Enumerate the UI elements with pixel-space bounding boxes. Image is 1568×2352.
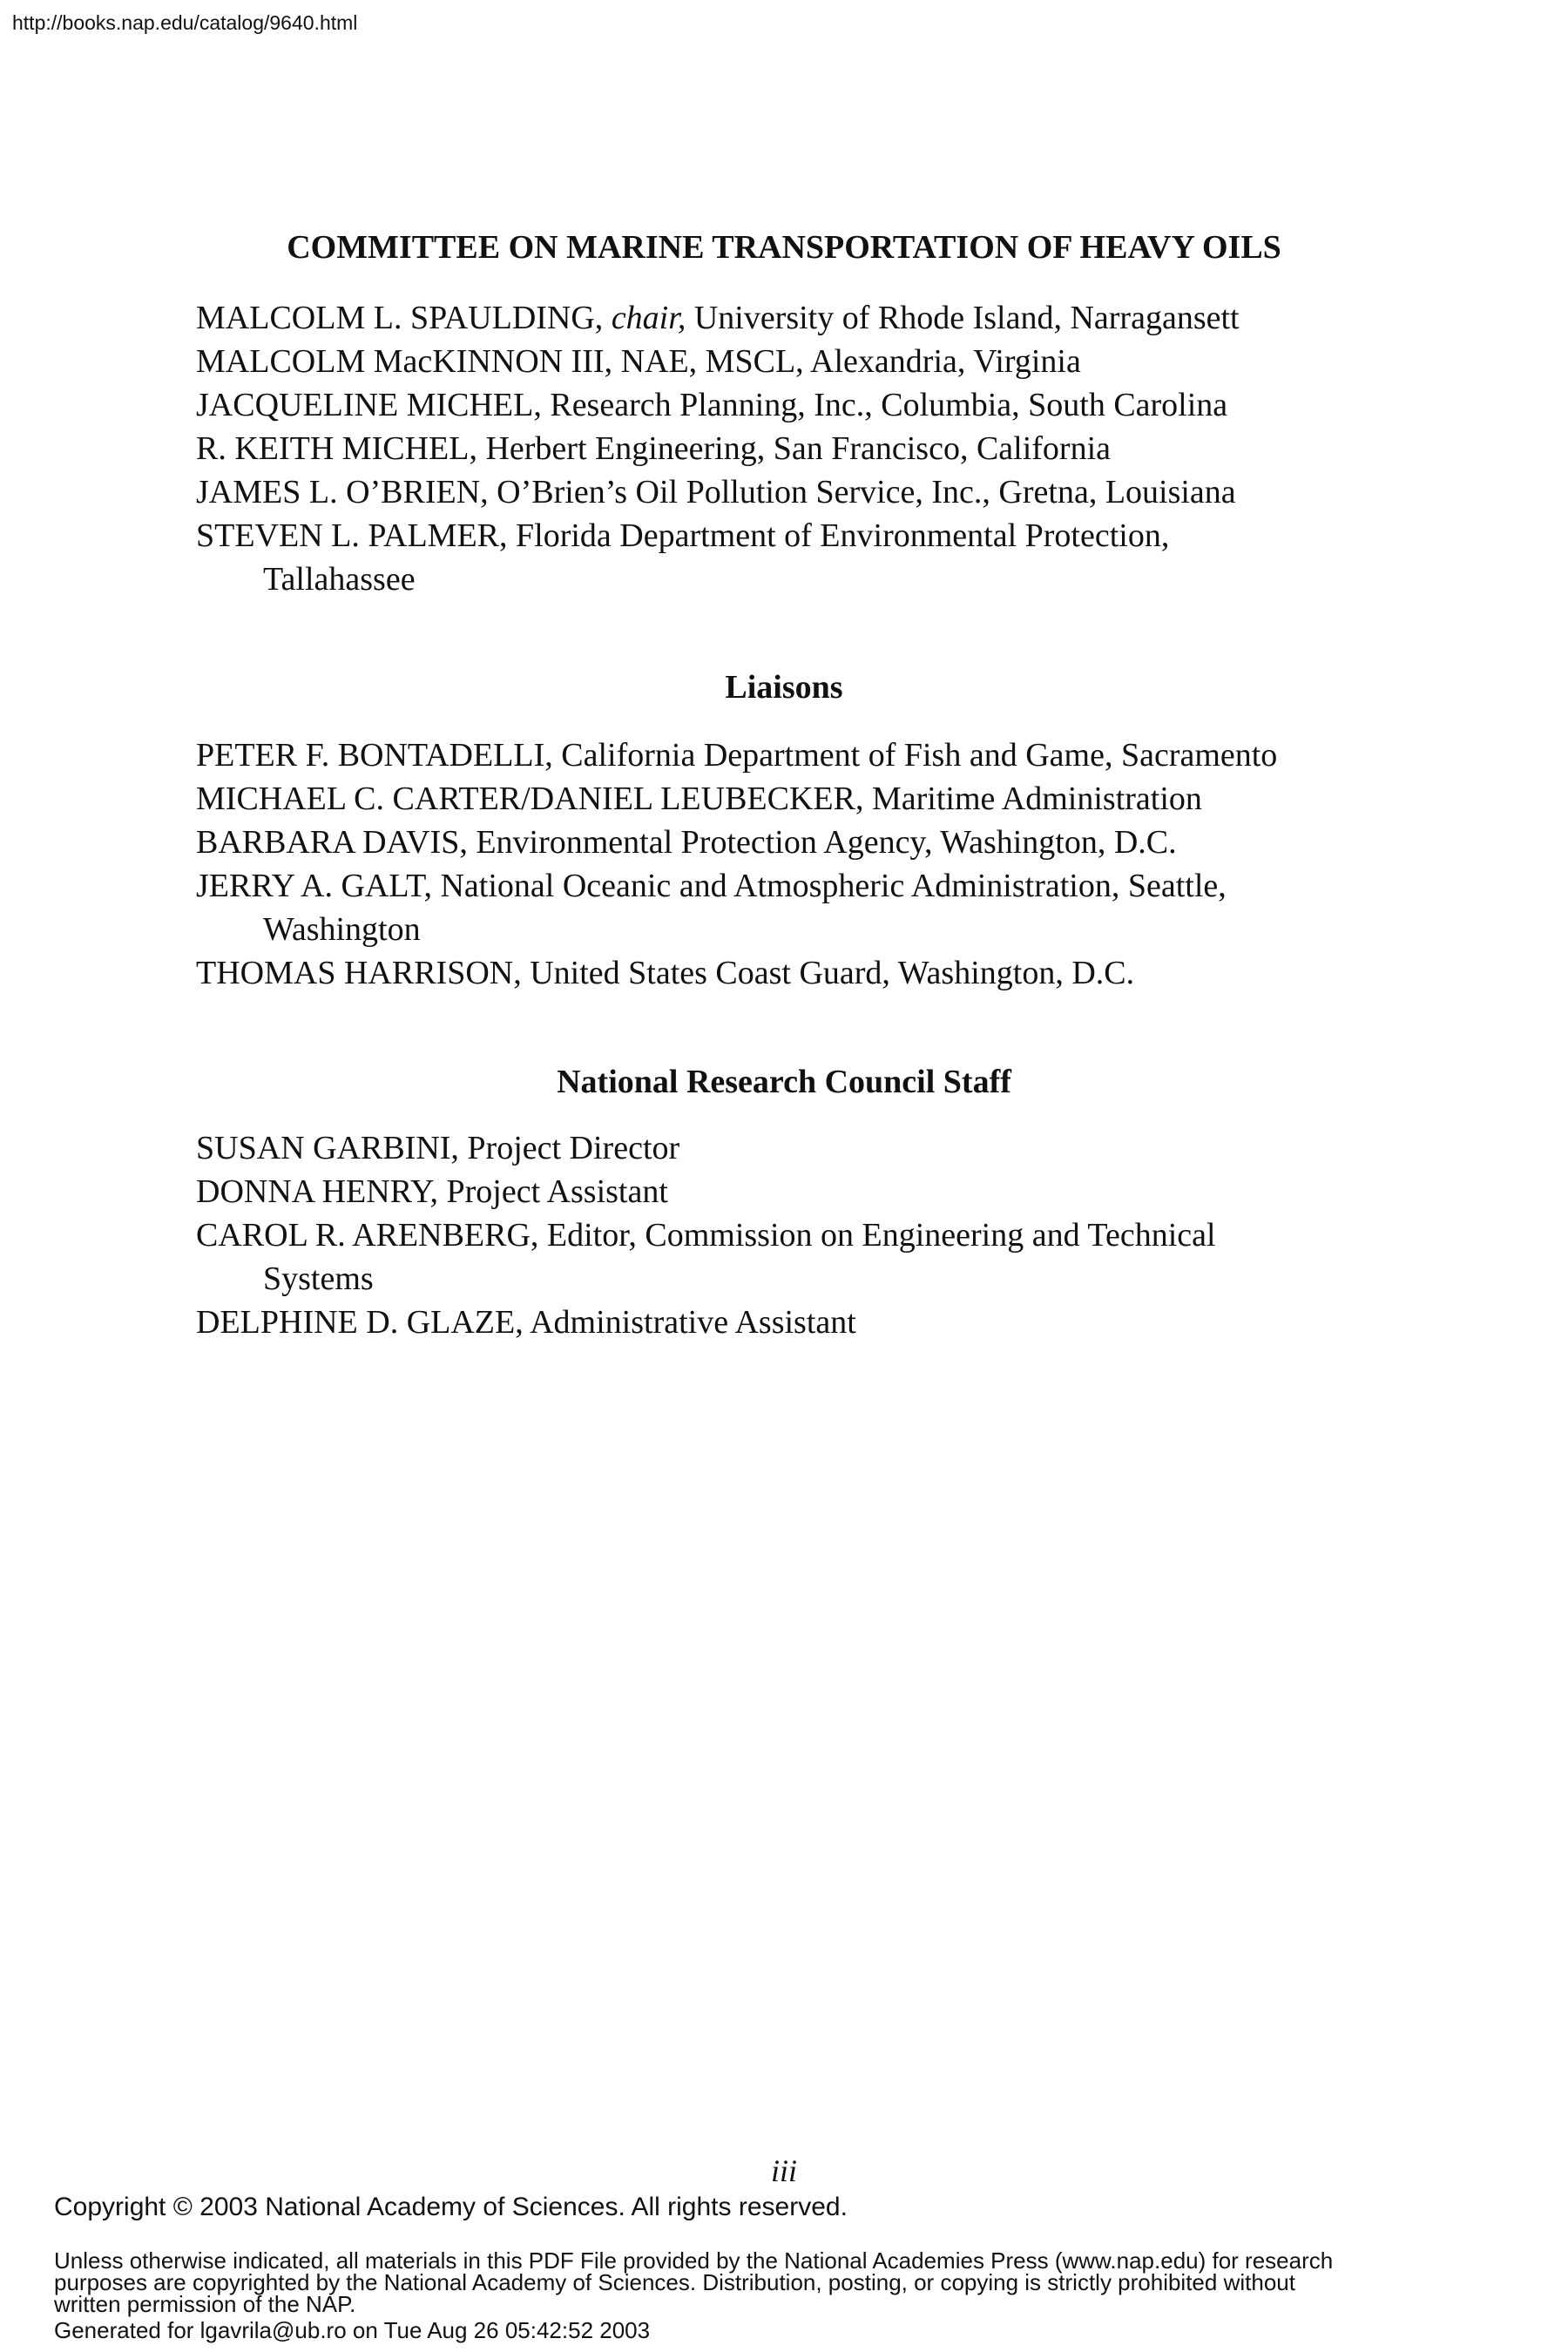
committee-member: STEVEN L. PALMER, Florida Department of Environmental Protection, Tallahassee <box>196 514 1433 601</box>
notice-line: Unless otherwise indicated, all materials in this PDF File provided by the National Academies Press (www.nap.edu) for research <box>54 2247 1334 2274</box>
generated-stamp: Generated for lgavrila@ub.ro on Tue Aug 26 05:42:52 2003 <box>54 2317 651 2343</box>
liaison-member: MICHAEL C. CARTER/DANIEL LEUBECKER, Maritime Administration <box>196 781 1202 817</box>
notice-line: purposes are copyrighted by the National Academy of Sciences. Distribution, posting, or copying is strictly prohibited without <box>54 2269 1295 2295</box>
liaison-member: THOMAS HARRISON, United States Coast Guard, Washington, D.C. <box>196 955 1135 991</box>
liaisons-heading: Liaisons <box>725 669 843 706</box>
member-continuation: Washington <box>263 911 421 948</box>
committee-member: R. KEITH MICHEL, Herbert Engineering, San Francisco, California <box>196 430 1112 467</box>
committee-member: JACQUELINE MICHEL, Research Planning, Inc., Columbia, South Carolina <box>196 387 1228 423</box>
staff-member-list <box>196 1126 1433 1344</box>
committee-member: MALCOLM MacKINNON III, NAE, MSCL, Alexandria, Virginia <box>196 343 1081 380</box>
liaison-member: JERRY A. GALT, National Oceanic and Atmospheric Administration, Seattle, Washington <box>196 864 1433 951</box>
member-affiliation: University of Rhode Island, Narragansett <box>686 300 1240 336</box>
notice-line: written permission of the NAP. <box>54 2291 356 2317</box>
committee-member-list <box>196 296 1433 601</box>
committee-member <box>196 296 1433 340</box>
copyright-notice: Copyright © 2003 National Academy of Sciences. All rights reserved. <box>54 2193 848 2221</box>
member-continuation: Systems <box>263 1260 374 1297</box>
page-number: iii <box>770 2153 797 2188</box>
staff-member: DONNA HENRY, Project Assistant <box>196 1173 668 1210</box>
liaisons-member-list <box>196 733 1433 995</box>
staff-member: DELPHINE D. GLAZE, Administrative Assistant <box>196 1304 856 1341</box>
usage-notice <box>54 2247 1535 2317</box>
member-name: MALCOLM L. SPAULDING, <box>196 300 612 336</box>
staff-member: CAROL R. ARENBERG, Editor, Commission on Engineering and Technical Systems <box>196 1213 1433 1301</box>
member-continuation: Tallahassee <box>263 561 416 598</box>
committee-member: JAMES L. O’BRIEN, O’Brien’s Oil Pollution Service, Inc., Gretna, Louisiana <box>196 474 1236 510</box>
committee-heading: COMMITTEE ON MARINE TRANSPORTATION OF HEAVY OILS <box>287 229 1281 266</box>
member-role: chair, <box>611 300 686 336</box>
staff-member: SUSAN GARBINI, Project Director <box>196 1130 680 1166</box>
liaison-member: BARBARA DAVIS, Environmental Protection Agency, Washington, D.C. <box>196 824 1177 861</box>
staff-heading: National Research Council Staff <box>557 1064 1011 1100</box>
liaison-member: PETER F. BONTADELLI, California Department of Fish and Game, Sacramento <box>196 737 1278 774</box>
source-url[interactable]: http://books.nap.edu/catalog/9640.html <box>12 11 358 34</box>
